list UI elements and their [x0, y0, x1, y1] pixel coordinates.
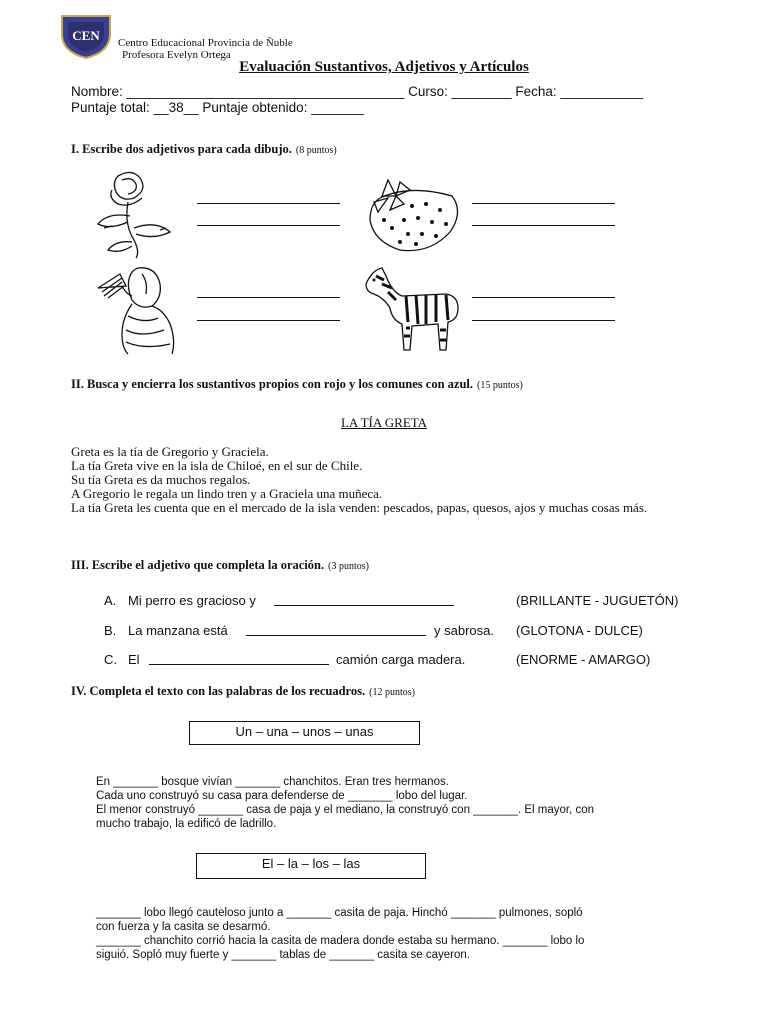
paragraph-line: En _______ bosque vivían _______ chanchitos. Eran tres hermanos. [96, 776, 449, 788]
item-b-options: (GLOTONA - DULCE) [516, 623, 643, 638]
adjective-blank-strawberry-1[interactable] [472, 203, 615, 204]
adjective-blank-zebra-2[interactable] [472, 320, 615, 321]
section3-heading: III. Escribe el adjetivo que completa la oración. (3 puntos) [71, 558, 369, 572]
adjective-blank-woman-2[interactable] [197, 320, 340, 321]
paragraph-line: _______ chanchito corrió hacia la casita de madera donde estaba su hermano. _______ lobo lo [96, 935, 585, 947]
item-c-after: camión carga madera. [336, 652, 466, 667]
zebra-icon [362, 264, 462, 354]
item-a-letter: A. [104, 593, 117, 608]
section1-heading: I. Escribe dos adjetivos para cada dibujo. (8 puntos) [71, 142, 337, 156]
item-a-blank[interactable] [274, 605, 454, 606]
item-b-letter: B. [104, 623, 117, 638]
item-b-text: La manzana está [128, 623, 228, 638]
teacher-name: Profesora Evelyn Ortega [122, 49, 231, 61]
word-box-definite-articles: El – la – los – las [196, 853, 426, 879]
story-title: LA TÍA GRETA [340, 415, 428, 430]
section4-heading: IV. Completa el texto con las palabras de los recuadros. (12 puntos) [71, 684, 415, 698]
item-b-blank[interactable] [246, 635, 426, 636]
item-c-text: El [128, 652, 140, 667]
paragraph-line: siguió. Sopló muy fuerte y _______ tablas de _______ casita se cayeron. [96, 949, 470, 961]
word-box-indefinite-articles: Un – una – unos – unas [189, 721, 420, 745]
story-line: Su tía Greta es da muchos regalos. [71, 472, 251, 487]
paragraph-2 [96, 906, 656, 962]
section2-heading: II. Busca y encierra los sustantivos propios con rojo y los comunes con azul. (15 puntos) [71, 377, 523, 391]
adjective-blank-rose-1[interactable] [197, 203, 340, 204]
item-c-options: (ENORME - AMARGO) [516, 652, 651, 667]
story-line: La tía Greta les cuenta que en el mercado de la isla venden: pescados, papas, quesos, ajos y muchas cosas más. [71, 500, 648, 515]
adjective-blank-rose-2[interactable] [197, 225, 340, 226]
page-title: Evaluación Sustantivos, Adjetivos y Artículos [239, 59, 529, 75]
paragraph-line: _______ lobo llegó cauteloso junto a _______ casita de paja. Hinchó _______ pulmones, sopló [96, 907, 583, 919]
strawberry-icon [360, 176, 466, 256]
story-line: A Gregorio le regala un lindo tren y a Graciela una muñeca. [71, 486, 383, 501]
adjective-blank-zebra-1[interactable] [472, 297, 615, 298]
shield-icon [58, 12, 114, 60]
item-a-options: (BRILLANTE - JUGUETÓN) [516, 593, 679, 608]
woman-with-fan-icon [92, 264, 184, 356]
paragraph-line: con fuerza y la casita se desarmó. [96, 921, 271, 933]
school-logo [58, 12, 114, 60]
item-b-after: y sabrosa. [434, 623, 494, 638]
rose-icon [88, 168, 184, 260]
adjective-blank-strawberry-2[interactable] [472, 225, 615, 226]
paragraph-1 [96, 775, 656, 831]
item-c-letter: C. [104, 652, 117, 667]
score-line[interactable]: Puntaje total: __38__ Puntaje obtenido: _______ [71, 100, 364, 115]
svg-text:CEN: CEN [72, 28, 100, 43]
item-a-text: Mi perro es gracioso y [128, 593, 256, 608]
paragraph-line: El menor construyó _______ casa de paja y el mediano, la construyó con _______. El mayor, con [96, 804, 594, 816]
paragraph-line: Cada uno construyó su casa para defenderse de _______ lobo del lugar. [96, 790, 468, 802]
story-line: Greta es la tía de Gregorio y Graciela. [71, 444, 269, 459]
name-course-date-line[interactable]: Nombre: _____________________________________ Curso: ________ Fecha: ___________ [71, 84, 644, 99]
story-text [71, 445, 691, 515]
school-name: Centro Educacional Provincia de Ñuble [118, 37, 293, 49]
paragraph-line: mucho trabajo, la edificó de ladrillo. [96, 818, 277, 830]
adjective-blank-woman-1[interactable] [197, 297, 340, 298]
item-c-blank[interactable] [149, 664, 329, 665]
story-line: La tía Greta vive en la isla de Chiloé, en el sur de Chile. [71, 458, 363, 473]
